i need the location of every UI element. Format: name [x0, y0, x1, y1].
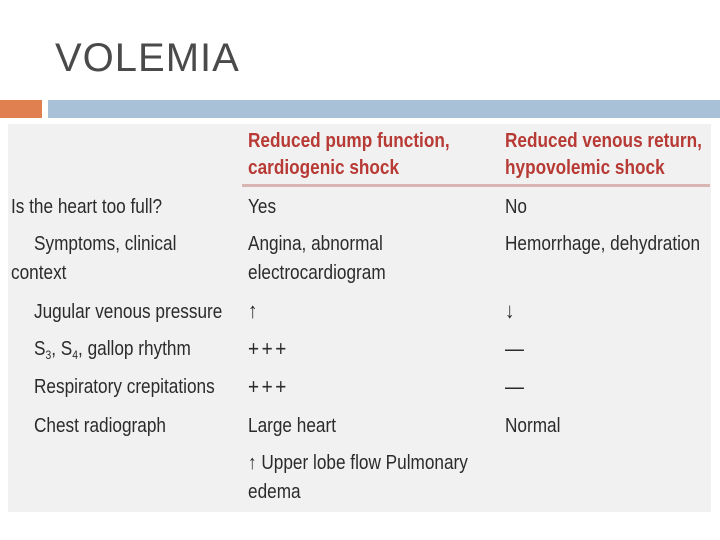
cell-hypovolemic-symptoms: Hemorrhage, dehydration: [505, 233, 701, 255]
cell-hypovolemic-crepitations: —: [505, 374, 524, 399]
gallop-sub4: 4: [72, 348, 79, 362]
cell-cardiogenic-symptoms: Angina, abnormal: [248, 233, 383, 255]
cell-hypovolemic-heart-full: No: [505, 196, 527, 218]
gallop-comma: , S: [51, 338, 73, 360]
cell-hypovolemic-radiograph: Normal: [505, 415, 561, 437]
cell-cardiogenic-crepitations: +++: [248, 374, 289, 399]
row-label-radiograph: Chest radiograph: [34, 415, 166, 437]
row-label-heart-full: Is the heart too full?: [11, 196, 163, 218]
row-label-gallop: [34, 336, 191, 369]
header-cardiogenic-line2: cardiogenic shock: [248, 157, 400, 179]
cell-hypovolemic-jvp: ↓: [505, 298, 515, 323]
cell-cardiogenic-symptoms-cont: electrocardiogram: [248, 262, 386, 284]
header-hypovolemic-line2: hypovolemic shock: [505, 157, 665, 179]
gallop-sub3: 3: [45, 348, 52, 362]
gallop-rest: , gallop rhythm: [78, 338, 191, 360]
cell-cardiogenic-heart-full: Yes: [248, 196, 277, 218]
cell-cardiogenic-radiograph: Large heart: [248, 415, 336, 437]
header-hypovolemic-line1: Reduced venous return,: [505, 130, 702, 152]
cell-cardiogenic-gallop: +++: [248, 336, 289, 361]
cell-cardiogenic-radiograph-cont: ↑ Upper lobe flow Pulmonary: [248, 452, 468, 474]
cell-hypovolemic-gallop: —: [505, 336, 524, 361]
accent-bar-blue: [48, 100, 720, 118]
comparison-table: [8, 124, 711, 512]
header-underline-1: [242, 184, 499, 187]
gallop-s: S: [34, 338, 46, 360]
row-label-symptoms: Symptoms, clinical: [34, 233, 177, 255]
slide-title: VOLEMIA: [55, 36, 240, 80]
row-label-crepitations: Respiratory crepitations: [34, 376, 215, 398]
cell-cardiogenic-radiograph-cont2: edema: [248, 481, 301, 503]
cell-cardiogenic-jvp: ↑: [248, 298, 258, 323]
accent-bar-orange: [0, 100, 42, 118]
row-label-jvp: Jugular venous pressure: [34, 301, 223, 323]
row-label-symptoms-cont: context: [11, 262, 67, 284]
header-underline-2: [499, 184, 710, 187]
header-cardiogenic-line1: Reduced pump function,: [248, 130, 450, 152]
